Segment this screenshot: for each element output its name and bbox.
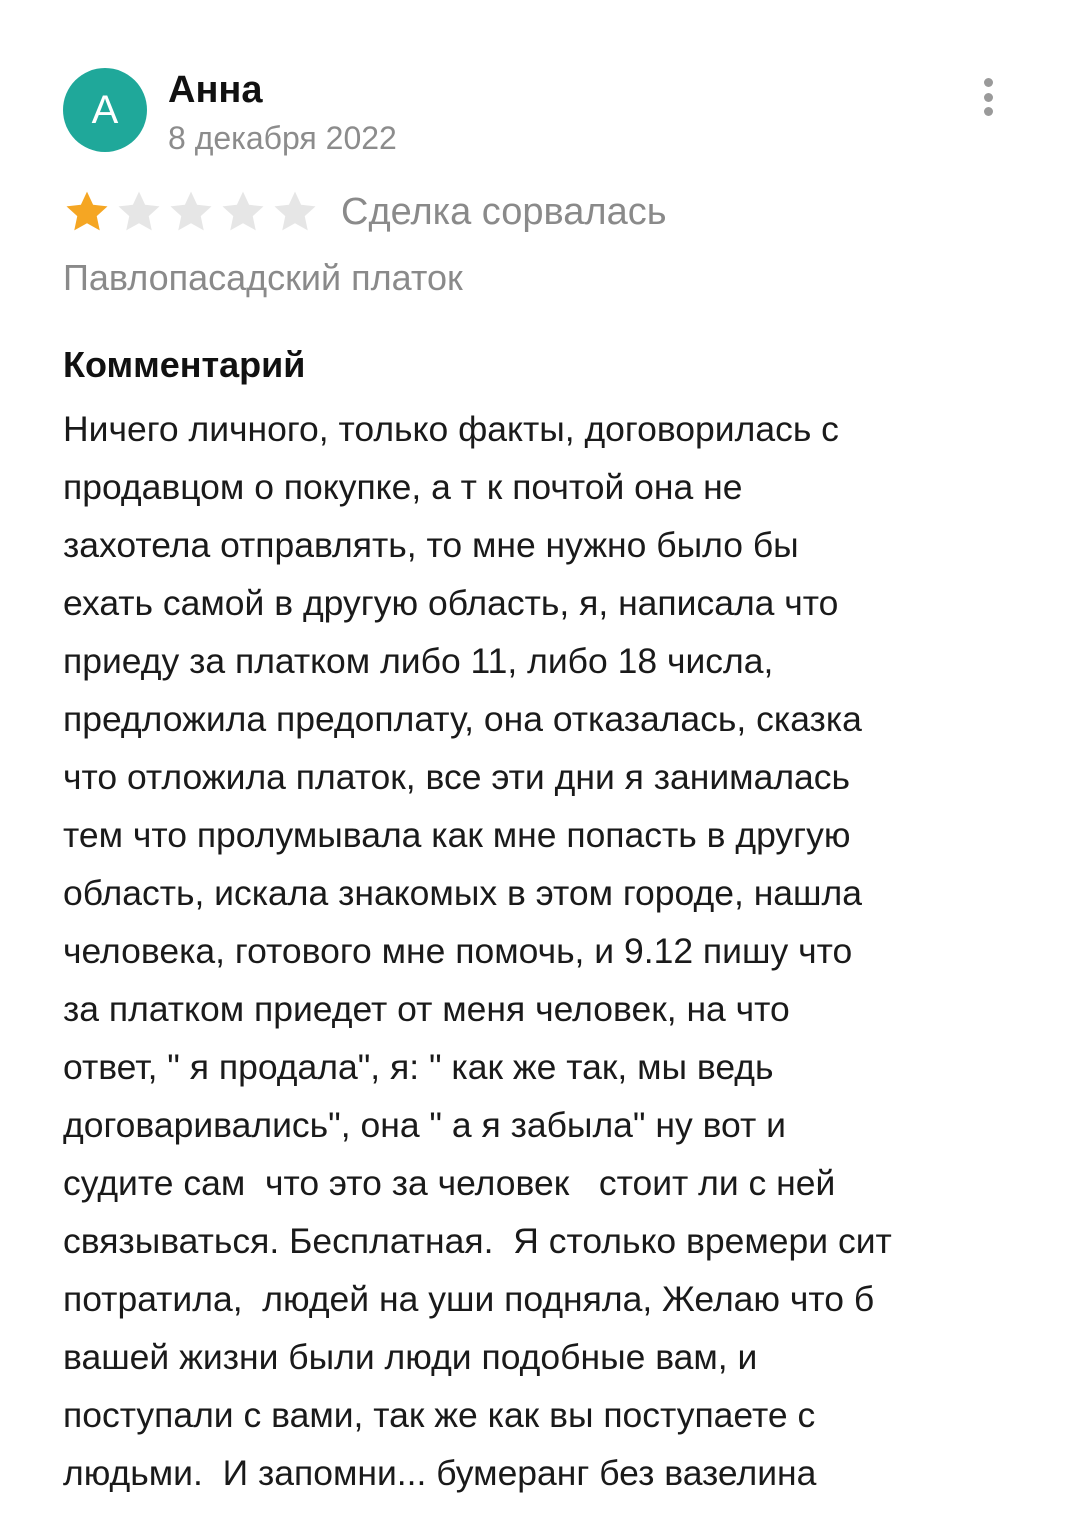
star-empty-icon xyxy=(219,188,267,236)
comment-line: вашей жизни были люди подобные вам, и xyxy=(63,1337,758,1377)
author-name[interactable]: Анна xyxy=(168,69,263,111)
menu-dot xyxy=(984,78,993,87)
comment-line: ехать самой в другую область, я, написала что xyxy=(63,583,839,623)
avatar[interactable] xyxy=(63,68,147,152)
comment-line: ответ, " я продала", я: " как же так, мы ведь xyxy=(63,1047,774,1087)
comment-line: судите сам что это за человек стоит ли с ней xyxy=(63,1163,836,1203)
comment-line: что отложила платок, все эти дни я занималась xyxy=(63,757,851,797)
product-name[interactable]: Павлопасадский платок xyxy=(63,257,463,298)
comment-line: приеду за платком либо 11, либо 18 числа, xyxy=(63,641,774,681)
deal-status: Сделка сорвалась xyxy=(341,191,667,233)
comment-line: тем что пролумывала как мне попасть в другую xyxy=(63,815,851,855)
star-filled-icon xyxy=(63,188,111,236)
comment-line: захотела отправлять, то мне нужно было бы xyxy=(63,525,799,565)
comment-line: предложила предоплату, она отказалась, сказка xyxy=(63,699,862,739)
comment-line: за платком приедет от меня человек, на что xyxy=(63,989,790,1029)
comment-heading: Комментарий xyxy=(63,344,306,385)
menu-dot xyxy=(984,93,993,102)
review-date: 8 декабря 2022 xyxy=(168,120,397,156)
rating-row xyxy=(63,186,667,238)
comment-line: Ничего личного, только факты, договорилась с xyxy=(63,409,839,449)
star-empty-icon xyxy=(167,188,215,236)
comment-line: поступали с вами, так же как вы поступаете с xyxy=(63,1395,816,1435)
comment-line: связываться. Бесплатная. Я столько времери сит xyxy=(63,1221,892,1261)
comment-text xyxy=(63,400,1023,1502)
star-empty-icon xyxy=(271,188,319,236)
avatar-letter: А xyxy=(91,87,119,132)
comment-line: потратила, людей на уши подняла, Желаю что б xyxy=(63,1279,875,1319)
comment-line: договаривались", она " а я забыла" ну вот и xyxy=(63,1105,786,1145)
comment-line: человека, готового мне помочь, и 9.12 пишу что xyxy=(63,931,853,971)
menu-dot xyxy=(984,107,993,116)
more-vertical-icon[interactable] xyxy=(968,74,1008,120)
star-empty-icon xyxy=(115,188,163,236)
comment-line: область, искала знакомых в этом городе, нашла xyxy=(63,873,862,913)
star-rating xyxy=(63,188,319,236)
comment-line: людьми. И запомни... бумеранг без вазелина xyxy=(63,1453,817,1493)
comment-line: продавцом о покупке, а т к почтой она не xyxy=(63,467,743,507)
review-header xyxy=(63,68,1023,158)
